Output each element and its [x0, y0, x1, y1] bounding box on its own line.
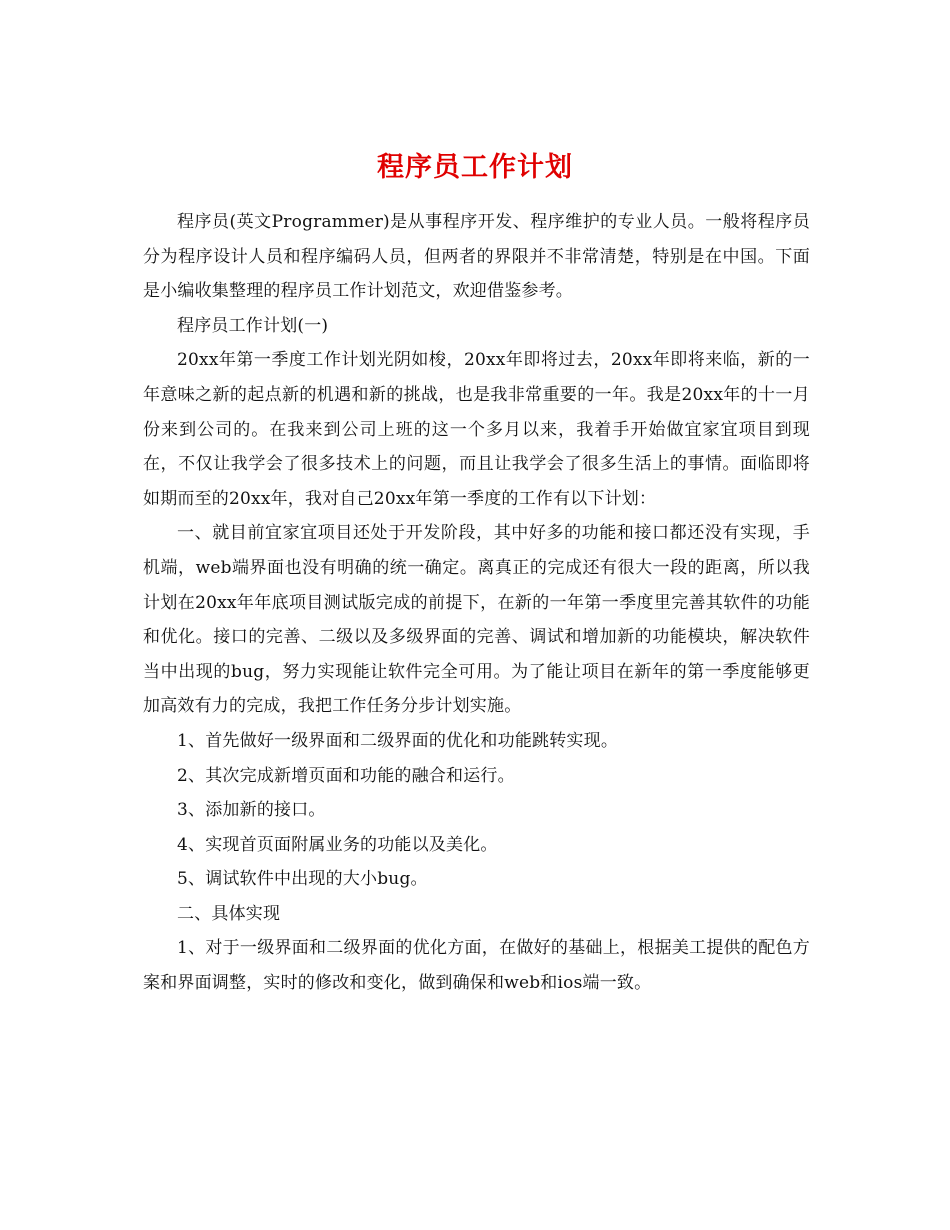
section-heading-implementation: 二、具体实现 — [177, 903, 281, 924]
document-body — [143, 205, 810, 1001]
document-title: 程序员工作计划 — [377, 152, 573, 184]
list-item-4: 4、实现首页面附属业务的功能以及美化。 — [177, 834, 498, 855]
paragraph-section-one: 一、就目前宜家宜项目还处于开发阶段，其中好多的功能和接口都还没有实现，手机端，web端界面也没有明确的统一确定。离真正的完成还有很大一段的距离，所以我计划在20xx年年底项目测试版完成的前提下，在新的一年第一季度里完善其软件的功能和优化。接口的完善、二级以及多级界面的完善、调试和增加新的功能模块，解决软件当中出现的bug，努力实现能让软件完全可用。为了能让项目在新年的第一季度能够更加高效有力的完成，我把工作任务分步计划实施。 — [143, 523, 810, 717]
paragraph-intro: 程序员(英文Programmer)是从事程序开发、程序维护的专业人员。一般将程序员分为程序设计人员和程序编码人员，但两者的界限并不非常清楚，特别是在中国。下面是小编收集整理的程序员工作计划范文，欢迎借鉴参考。 — [143, 212, 810, 302]
section-heading-plan-one: 程序员工作计划(一) — [177, 315, 329, 336]
list-item-5: 5、调试软件中出现的大小bug。 — [177, 869, 428, 890]
paragraph-implementation-1: 1、对于一级界面和二级界面的优化方面，在做好的基础上，根据美工提供的配色方案和界面调整，实时的修改和变化，做到确保和web和ios端一致。 — [143, 938, 810, 994]
list-item-3: 3、添加新的接口。 — [177, 800, 326, 821]
paragraph-plan-overview: 20xx年第一季度工作计划光阴如梭，20xx年即将过去，20xx年即将来临，新的一年意味之新的起点新的机遇和新的挑战，也是我非常重要的一年。我是20xx年的十一月份来到公司的。在我来到公司上班的这一个多月以来，我着手开始做宜家宜项目到现在，不仅让我学会了很多技术上的问题，而且让我学会了很多生活上的事情。面临即将如期而至的20xx年，我对自己20xx年第一季度的工作有以下计划： — [143, 350, 810, 509]
list-item-2: 2、其次完成新增页面和功能的融合和运行。 — [177, 765, 515, 786]
list-item-1: 1、首先做好一级界面和二级界面的优化和功能跳转实现。 — [177, 730, 619, 751]
